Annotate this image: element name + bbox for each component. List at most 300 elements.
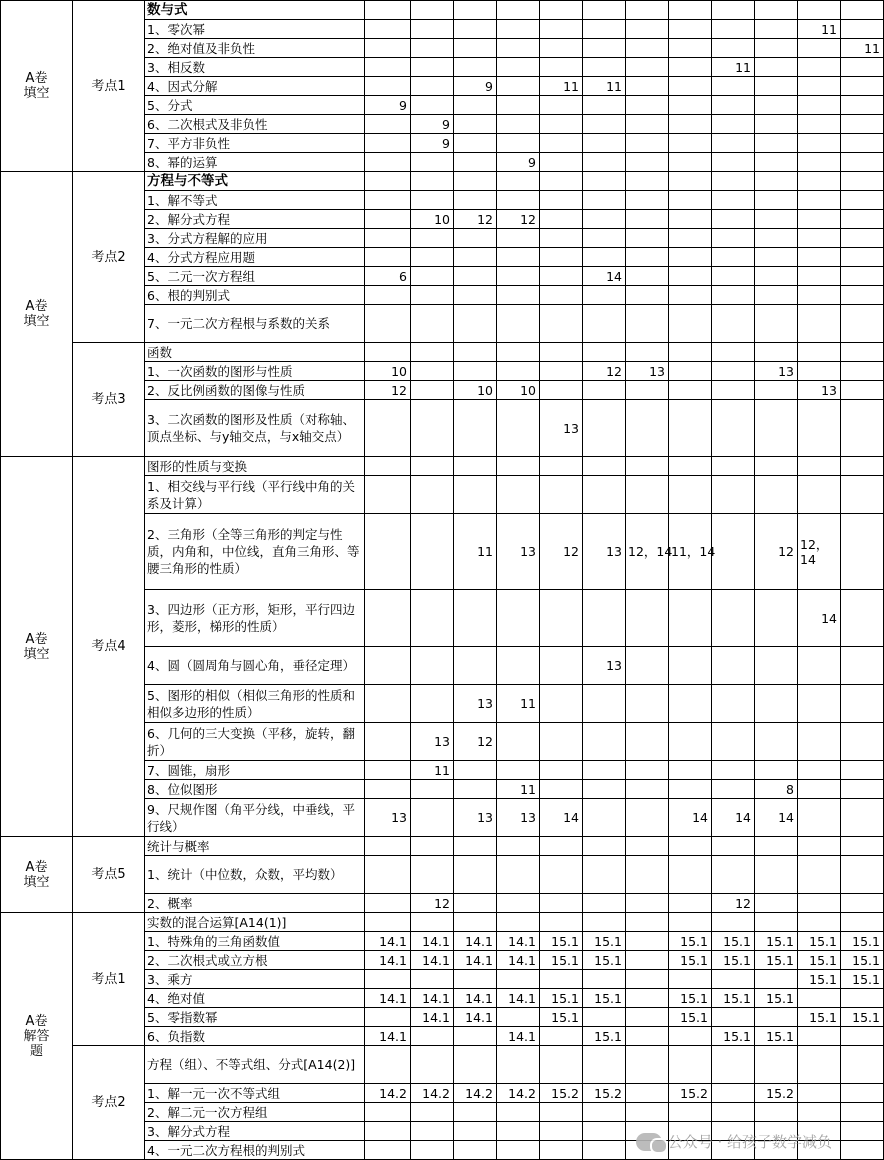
value-cell (755, 457, 798, 476)
value-cell: 14.1 (497, 989, 540, 1008)
value-cell (712, 723, 755, 761)
value-cell (626, 39, 669, 58)
value-cell (841, 400, 884, 457)
value-cell (669, 590, 712, 647)
value-cell: 15.1 (540, 932, 583, 951)
value-cell (626, 1027, 669, 1046)
value-cell (798, 58, 841, 77)
value-cell (755, 343, 798, 362)
value-cell (841, 343, 884, 362)
value-cell (583, 39, 626, 58)
value-cell (712, 1008, 755, 1027)
value-cell (626, 856, 669, 894)
topic-cell: 8、位似图形 (145, 780, 365, 799)
value-cell (798, 210, 841, 229)
value-cell (497, 476, 540, 514)
value-cell: 6 (365, 267, 411, 286)
value-cell (411, 20, 454, 39)
value-cell (798, 647, 841, 685)
topic-cell: 3、相反数 (145, 58, 365, 77)
value-cell: 15.1 (841, 932, 884, 951)
value-cell: 14 (712, 799, 755, 837)
value-cell: 9 (497, 153, 540, 172)
value-cell (798, 1084, 841, 1103)
value-cell: 14.1 (411, 932, 454, 951)
value-cell (365, 115, 411, 134)
value-cell (411, 153, 454, 172)
value-cell (365, 1, 411, 20)
value-cell: 15.1 (669, 1008, 712, 1027)
value-cell (626, 1084, 669, 1103)
value-cell: 12 (454, 210, 497, 229)
value-cell (454, 134, 497, 153)
value-cell (497, 343, 540, 362)
value-cell (583, 343, 626, 362)
value-cell: 11 (540, 77, 583, 96)
value-cell (583, 96, 626, 115)
value-cell (841, 913, 884, 932)
topic-cell: 4、一元二次方程根的判别式 (145, 1141, 365, 1160)
value-cell (669, 400, 712, 457)
value-cell (755, 1046, 798, 1084)
value-cell: 10 (497, 381, 540, 400)
value-cell (497, 286, 540, 305)
value-cell (583, 400, 626, 457)
value-cell (755, 77, 798, 96)
value-cell: 14.1 (365, 951, 411, 970)
topic-cell: 3、乘方 (145, 970, 365, 989)
value-cell: 14.1 (365, 1027, 411, 1046)
value-cell (841, 1103, 884, 1122)
section-label: A卷 解答 题 (1, 913, 73, 1160)
value-cell (841, 191, 884, 210)
value-cell (411, 856, 454, 894)
value-cell (712, 1046, 755, 1084)
value-cell: 11 (454, 514, 497, 590)
value-cell (669, 172, 712, 191)
value-cell (454, 913, 497, 932)
value-cell (669, 229, 712, 248)
value-cell (798, 305, 841, 343)
value-cell (583, 153, 626, 172)
value-cell (583, 115, 626, 134)
value-cell (365, 153, 411, 172)
value-cell (841, 58, 884, 77)
value-cell (411, 248, 454, 267)
value-cell (540, 894, 583, 913)
value-cell (583, 780, 626, 799)
topic-cell: 2、二次根式或立方根 (145, 951, 365, 970)
value-cell (411, 191, 454, 210)
value-cell (712, 20, 755, 39)
value-cell (755, 210, 798, 229)
value-cell (626, 153, 669, 172)
value-cell: 11，14 (669, 514, 712, 590)
value-cell (411, 286, 454, 305)
value-cell (365, 590, 411, 647)
value-cell (712, 400, 755, 457)
value-cell: 10 (454, 381, 497, 400)
value-cell: 14.2 (497, 1084, 540, 1103)
value-cell (626, 1008, 669, 1027)
value-cell: 13 (454, 799, 497, 837)
value-cell (497, 1103, 540, 1122)
value-cell (798, 685, 841, 723)
value-cell (626, 1103, 669, 1122)
value-cell (540, 191, 583, 210)
value-cell (841, 685, 884, 723)
value-cell (626, 115, 669, 134)
value-cell (411, 172, 454, 191)
value-cell: 15.1 (841, 951, 884, 970)
value-cell (411, 685, 454, 723)
value-cell: 12 (540, 514, 583, 590)
value-cell (454, 362, 497, 381)
value-cell (583, 191, 626, 210)
value-cell (540, 96, 583, 115)
value-cell (583, 970, 626, 989)
value-cell (497, 229, 540, 248)
value-cell: 15.1 (755, 951, 798, 970)
value-cell (798, 457, 841, 476)
value-cell (411, 1046, 454, 1084)
value-cell: 13 (497, 799, 540, 837)
value-cell (841, 115, 884, 134)
topic-cell: 2、解分式方程 (145, 210, 365, 229)
value-cell (497, 457, 540, 476)
value-cell (365, 77, 411, 96)
table-row (1, 172, 884, 191)
value-cell (454, 1141, 497, 1160)
value-cell (669, 286, 712, 305)
value-cell: 9 (411, 115, 454, 134)
value-cell (669, 248, 712, 267)
value-cell: 12，14 (798, 514, 841, 590)
value-cell: 13 (411, 723, 454, 761)
value-cell: 12 (583, 362, 626, 381)
value-cell (626, 305, 669, 343)
value-cell: 14.1 (365, 989, 411, 1008)
value-cell (540, 970, 583, 989)
value-cell: 14.1 (454, 989, 497, 1008)
value-cell (540, 20, 583, 39)
value-cell (540, 856, 583, 894)
value-cell (798, 39, 841, 58)
topic-cell: 4、圆（圆周角与圆心角，垂径定理） (145, 647, 365, 685)
value-cell (365, 191, 411, 210)
value-cell (454, 153, 497, 172)
value-cell (755, 39, 798, 58)
value-cell (540, 837, 583, 856)
topic-cell: 实数的混合运算[A14(1)] (145, 913, 365, 932)
value-cell (798, 476, 841, 514)
value-cell (755, 134, 798, 153)
value-cell (454, 1122, 497, 1141)
topic-cell: 7、一元二次方程根与系数的关系 (145, 305, 365, 343)
value-cell: 13 (540, 400, 583, 457)
value-cell (798, 77, 841, 96)
value-cell (798, 1027, 841, 1046)
value-cell (841, 894, 884, 913)
value-cell (841, 1084, 884, 1103)
value-cell (411, 77, 454, 96)
value-cell (798, 1103, 841, 1122)
value-cell (626, 77, 669, 96)
value-cell (755, 191, 798, 210)
value-cell (497, 77, 540, 96)
value-cell (841, 153, 884, 172)
topic-cell: 1、解一元一次不等式组 (145, 1084, 365, 1103)
value-cell: 14.1 (497, 932, 540, 951)
point-label: 考点3 (73, 343, 145, 457)
value-cell (669, 685, 712, 723)
value-cell: 15.2 (540, 1084, 583, 1103)
value-cell (365, 172, 411, 191)
value-cell (669, 723, 712, 761)
value-cell (540, 1, 583, 20)
value-cell (841, 229, 884, 248)
value-cell: 15.2 (669, 1084, 712, 1103)
value-cell: 12 (712, 894, 755, 913)
value-cell (669, 77, 712, 96)
value-cell (626, 932, 669, 951)
watermark-text: 公众号 · 给孩子数学减负 (667, 1133, 832, 1151)
value-cell (365, 229, 411, 248)
value-cell: 15.1 (540, 1008, 583, 1027)
value-cell (497, 1122, 540, 1141)
value-cell (669, 191, 712, 210)
value-cell (497, 20, 540, 39)
value-cell: 15.1 (798, 1008, 841, 1027)
value-cell (712, 153, 755, 172)
value-cell (755, 20, 798, 39)
value-cell (365, 58, 411, 77)
value-cell (755, 761, 798, 780)
value-cell (798, 248, 841, 267)
value-cell (540, 590, 583, 647)
value-cell (540, 647, 583, 685)
value-cell (497, 1141, 540, 1160)
value-cell (454, 343, 497, 362)
value-cell (669, 362, 712, 381)
point-label: 考点1 (73, 913, 145, 1046)
value-cell (798, 267, 841, 286)
value-cell (712, 115, 755, 134)
value-cell: 15.1 (540, 951, 583, 970)
value-cell (454, 970, 497, 989)
value-cell: 12 (411, 894, 454, 913)
value-cell (626, 58, 669, 77)
value-cell: 14.2 (454, 1084, 497, 1103)
value-cell (798, 343, 841, 362)
topic-cell: 3、四边形（正方形，矩形，平行四边形，菱形，梯形的性质） (145, 590, 365, 647)
value-cell (411, 1, 454, 20)
value-cell (626, 229, 669, 248)
value-cell (454, 780, 497, 799)
topic-cell: 3、二次函数的图形及性质（对称轴、顶点坐标、与y轴交点，与x轴交点） (145, 400, 365, 457)
value-cell: 14.1 (454, 932, 497, 951)
topic-cell: 4、分式方程应用题 (145, 248, 365, 267)
value-cell (755, 96, 798, 115)
value-cell (669, 457, 712, 476)
value-cell (365, 400, 411, 457)
value-cell (583, 229, 626, 248)
value-cell (497, 400, 540, 457)
value-cell (841, 248, 884, 267)
value-cell: 15.1 (583, 951, 626, 970)
value-cell (712, 514, 755, 590)
value-cell: 15.1 (669, 932, 712, 951)
value-cell (712, 761, 755, 780)
value-cell (626, 381, 669, 400)
value-cell (411, 514, 454, 590)
topic-cell: 9、尺规作图（角平分线，中垂线，平行线） (145, 799, 365, 837)
value-cell (626, 761, 669, 780)
value-cell (841, 780, 884, 799)
value-cell (497, 39, 540, 58)
value-cell: 13 (583, 647, 626, 685)
value-cell (583, 381, 626, 400)
value-cell: 11 (411, 761, 454, 780)
value-cell (669, 894, 712, 913)
topic-cell: 3、解分式方程 (145, 1122, 365, 1141)
value-cell (365, 1046, 411, 1084)
value-cell: 14.1 (454, 1008, 497, 1027)
value-cell (669, 267, 712, 286)
value-cell (365, 514, 411, 590)
value-cell (755, 115, 798, 134)
value-cell (365, 685, 411, 723)
value-cell (712, 780, 755, 799)
value-cell (626, 343, 669, 362)
value-cell (540, 723, 583, 761)
value-cell (411, 267, 454, 286)
value-cell: 14.1 (411, 1008, 454, 1027)
value-cell: 10 (365, 362, 411, 381)
value-cell (626, 837, 669, 856)
value-cell (454, 115, 497, 134)
value-cell: 12 (365, 381, 411, 400)
value-cell (583, 723, 626, 761)
value-cell (798, 780, 841, 799)
value-cell (365, 837, 411, 856)
value-cell (841, 1046, 884, 1084)
topic-cell: 6、几何的三大变换（平移，旋转，翻折） (145, 723, 365, 761)
value-cell (365, 39, 411, 58)
value-cell (841, 20, 884, 39)
value-cell (497, 305, 540, 343)
value-cell (454, 1103, 497, 1122)
value-cell (841, 761, 884, 780)
value-cell (540, 172, 583, 191)
value-cell (411, 590, 454, 647)
value-cell: 15.1 (583, 1027, 626, 1046)
value-cell (365, 723, 411, 761)
value-cell: 15.1 (712, 932, 755, 951)
value-cell (365, 1008, 411, 1027)
value-cell: 13 (626, 362, 669, 381)
value-cell: 11 (497, 780, 540, 799)
value-cell: 15.2 (583, 1084, 626, 1103)
value-cell (712, 590, 755, 647)
value-cell (454, 837, 497, 856)
value-cell (798, 229, 841, 248)
value-cell (365, 856, 411, 894)
topic-cell: 函数 (145, 343, 365, 362)
value-cell (798, 153, 841, 172)
value-cell: 11 (841, 39, 884, 58)
value-cell (841, 476, 884, 514)
value-cell (798, 1046, 841, 1084)
value-cell (583, 134, 626, 153)
value-cell (841, 362, 884, 381)
value-cell (454, 476, 497, 514)
value-cell (841, 723, 884, 761)
value-cell: 9 (365, 96, 411, 115)
value-cell (411, 39, 454, 58)
value-cell (712, 248, 755, 267)
value-cell (497, 115, 540, 134)
value-cell: 14 (755, 799, 798, 837)
value-cell (411, 1122, 454, 1141)
topic-cell: 1、统计（中位数，众数，平均数） (145, 856, 365, 894)
value-cell (669, 476, 712, 514)
value-cell: 15.1 (798, 970, 841, 989)
value-cell (669, 1046, 712, 1084)
value-cell (497, 58, 540, 77)
value-cell (798, 799, 841, 837)
value-cell (755, 229, 798, 248)
value-cell: 9 (411, 134, 454, 153)
value-cell (497, 856, 540, 894)
value-cell (540, 1122, 583, 1141)
value-cell (365, 761, 411, 780)
value-cell (497, 1008, 540, 1027)
value-cell (712, 837, 755, 856)
value-cell (755, 856, 798, 894)
topic-cell: 2、解二元一次方程组 (145, 1103, 365, 1122)
value-cell (411, 476, 454, 514)
value-cell (497, 191, 540, 210)
value-cell (626, 685, 669, 723)
value-cell (798, 989, 841, 1008)
value-cell (540, 248, 583, 267)
value-cell (841, 989, 884, 1008)
value-cell (365, 970, 411, 989)
value-cell (626, 20, 669, 39)
value-cell (755, 590, 798, 647)
topic-cell: 1、解不等式 (145, 191, 365, 210)
value-cell (626, 96, 669, 115)
topic-cell: 7、平方非负性 (145, 134, 365, 153)
value-cell (454, 457, 497, 476)
value-cell: 8 (755, 780, 798, 799)
value-cell (454, 58, 497, 77)
value-cell (626, 951, 669, 970)
value-cell (540, 913, 583, 932)
value-cell (626, 970, 669, 989)
value-cell (540, 286, 583, 305)
category-heading: 数与式 (145, 1, 365, 20)
value-cell (669, 856, 712, 894)
value-cell (712, 362, 755, 381)
value-cell (583, 1008, 626, 1027)
value-cell (365, 248, 411, 267)
value-cell (626, 172, 669, 191)
value-cell (497, 590, 540, 647)
topic-cell: 4、绝对值 (145, 989, 365, 1008)
value-cell (626, 894, 669, 913)
